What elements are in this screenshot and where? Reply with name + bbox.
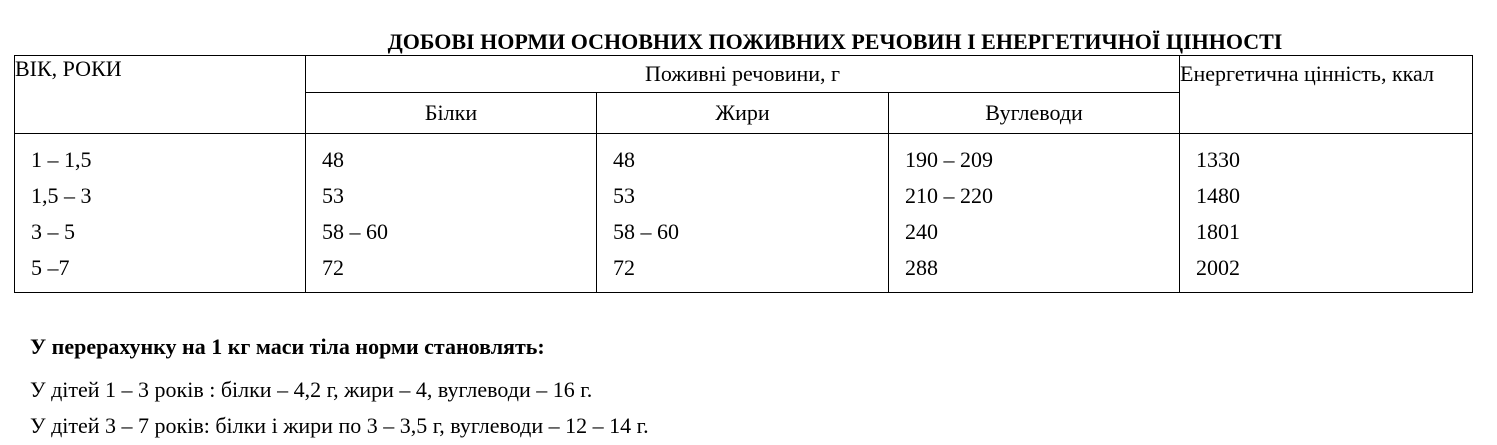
protein-cell: 53 [306,178,597,214]
table-row [15,250,1473,293]
carbs-cell: 288 [889,250,1180,293]
energy-cell: 1330 [1180,134,1473,179]
energy-cell: 2002 [1180,250,1473,293]
age-cell: 3 – 5 [15,214,306,250]
protein-cell: 58 – 60 [306,214,597,250]
nutrient-norms-table [14,55,1473,293]
protein-column-header: Білки [306,93,597,134]
fat-cell: 72 [597,250,889,293]
table-row [15,178,1473,214]
carbs-cell: 210 – 220 [889,178,1180,214]
age-cell: 1 – 1,5 [15,134,306,179]
fat-cell: 48 [597,134,889,179]
protein-cell: 72 [306,250,597,293]
table-row [15,214,1473,250]
carbs-cell: 240 [889,214,1180,250]
age-cell: 1,5 – 3 [15,178,306,214]
carbs-column-header: Вуглеводи [889,93,1180,134]
energy-cell: 1480 [1180,178,1473,214]
table-row [15,134,1473,179]
carbs-cell: 190 – 209 [889,134,1180,179]
energy-cell: 1801 [1180,214,1473,250]
fat-column-header: Жири [597,93,889,134]
nutrients-group-header: Поживні речовини, г [306,56,1180,93]
age-column-header: ВІК, РОКИ [15,56,306,134]
protein-cell: 48 [306,134,597,179]
table-header-row [15,56,1473,93]
fat-cell: 58 – 60 [597,214,889,250]
energy-column-header: Енергетична цінність, ккал [1180,56,1473,134]
norms-ages-3-7-line: У дітей 3 – 7 років: білки і жири по 3 – 3,5 г, вуглеводи – 12 – 14 г. [30,413,649,438]
fat-cell: 53 [597,178,889,214]
document-title: ДОБОВІ НОРМИ ОСНОВНИХ ПОЖИВНИХ РЕЧОВИН І ЕНЕРГЕТИЧНОЇ ЦІННОСТІ [387,29,1283,54]
age-cell: 5 –7 [15,250,306,293]
norms-ages-1-3-line: У дітей 1 – 3 років : білки – 4,2 г, жири – 4, вуглеводи – 16 г. [30,377,593,402]
per-kg-norms-heading: У перерахунку на 1 кг маси тіла норми становлять: [30,334,545,359]
